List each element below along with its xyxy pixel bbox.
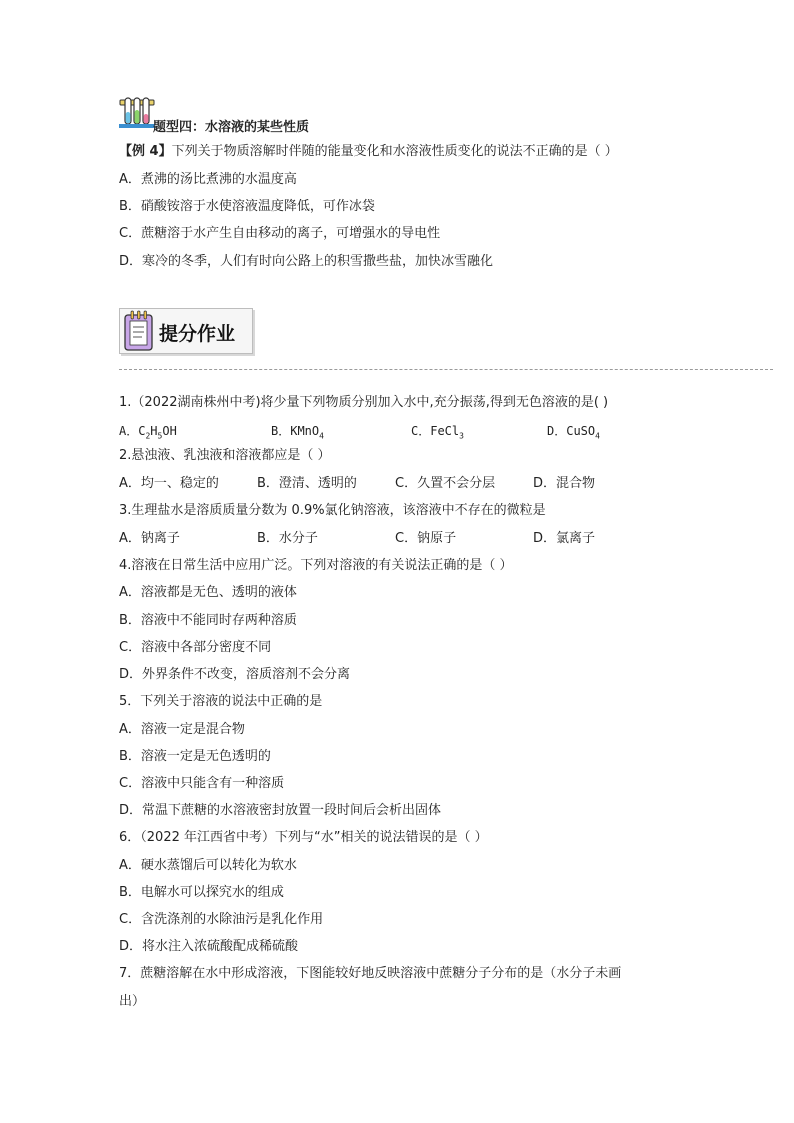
q1-options bbox=[119, 423, 719, 439]
q5-option-d: D．常温下蔗糖的水溶液密封放置一段时间后会析出固体 bbox=[119, 803, 442, 818]
q4-option-c: C．溶液中各部分密度不同 bbox=[119, 640, 272, 655]
q7-stem-line1: 7．蔗糖溶解在水中形成溶液，下图能较好地反映溶液中蔗糖分子分布的是（水分子未画 bbox=[119, 966, 622, 981]
test-tubes-icon bbox=[119, 97, 155, 129]
q4-option-a: A．溶液都是无色、透明的液体 bbox=[119, 585, 297, 600]
q2-options bbox=[119, 476, 719, 492]
q6-option-c: C．含洗涤剂的水除油污是乳化作用 bbox=[119, 912, 324, 927]
section-header bbox=[119, 97, 379, 135]
dashed-divider bbox=[119, 369, 773, 370]
q1-option-d: D．CuSO$_4$ bbox=[547, 424, 600, 441]
q2-stem: 2.悬浊液、乳浊液和溶液都应是（ ） bbox=[119, 448, 331, 463]
q3-option-b: B．水分子 bbox=[257, 531, 318, 546]
q2-option-b: B．澄清、透明的 bbox=[257, 476, 357, 491]
q3-option-a: A．钠离子 bbox=[119, 531, 180, 546]
q4-stem: 4.溶液在日常生活中应用广泛。下列对溶液的有关说法正确的是（ ） bbox=[119, 558, 513, 573]
q6-option-a: A．硬水蒸馏后可以转化为软水 bbox=[119, 858, 297, 873]
q3-options bbox=[119, 531, 719, 547]
q3-option-d: D．氯离子 bbox=[533, 531, 596, 546]
q5-option-a: A．溶液一定是混合物 bbox=[119, 722, 245, 737]
q4-option-b: B．溶液中不能同时存两种溶质 bbox=[119, 613, 297, 628]
q1-option-a: A．$C_2H_5OH$ bbox=[119, 424, 177, 441]
q1-stem: 1.（2022湖南株州中考)将少量下列物质分别加入水中,充分振荡,得到无色溶液的是( ) bbox=[119, 395, 609, 410]
q1-option-b: B．KMnO$_4$ bbox=[271, 424, 324, 441]
q3-option-c: C．钠原子 bbox=[395, 531, 457, 546]
example-stem-line bbox=[119, 144, 618, 160]
example-option-d: D．寒冷的冬季，人们有时向公路上的积雪撒些盐，加快冰雪融化 bbox=[119, 254, 494, 269]
q5-stem: 5．下列关于溶液的说法中正确的是 bbox=[119, 694, 323, 709]
example-option-b: B．硝酸铵溶于水使溶液温度降低，可作冰袋 bbox=[119, 199, 375, 214]
q5-option-c: C．溶液中只能含有一种溶质 bbox=[119, 776, 285, 791]
q6-option-d: D．将水注入浓硫酸配成稀硫酸 bbox=[119, 939, 299, 954]
q5-option-b: B．溶液一定是无色透明的 bbox=[119, 749, 271, 764]
section-title: 题型四：水溶液的某些性质 bbox=[153, 120, 310, 135]
q2-option-d: D．混合物 bbox=[533, 476, 596, 491]
example-tag: 【例 4】 bbox=[119, 144, 172, 159]
example-stem: 下列关于物质溶解时伴随的能量变化和水溶液性质变化的说法不正确的是（ ） bbox=[171, 144, 618, 159]
example-option-a: A．煮沸的汤比煮沸的水温度高 bbox=[119, 172, 297, 187]
notebook-icon bbox=[122, 310, 156, 352]
q6-option-b: B．电解水可以探究水的组成 bbox=[119, 885, 284, 900]
q1-option-c: C．FeCl$_3$ bbox=[411, 424, 464, 441]
example-option-c: C．蔗糖溶于水产生自由移动的离子，可增强水的导电性 bbox=[119, 226, 441, 241]
q2-option-c: C．久置不会分层 bbox=[395, 476, 496, 491]
q7-stem-line2: 出） bbox=[119, 994, 146, 1009]
q3-stem: 3.生理盐水是溶质质量分数为 0.9%氯化钠溶液，该溶液中不存在的微粒是 bbox=[119, 503, 546, 518]
q6-stem: 6．（2022 年江西省中考）下列与“水”相关的说法错误的是（ ） bbox=[119, 830, 488, 845]
homework-banner bbox=[119, 308, 253, 354]
q2-option-a: A．均一、稳定的 bbox=[119, 476, 219, 491]
banner-title: 提分作业 bbox=[159, 323, 236, 345]
q4-option-d: D．外界条件不改变，溶质溶剂不会分离 bbox=[119, 667, 351, 682]
